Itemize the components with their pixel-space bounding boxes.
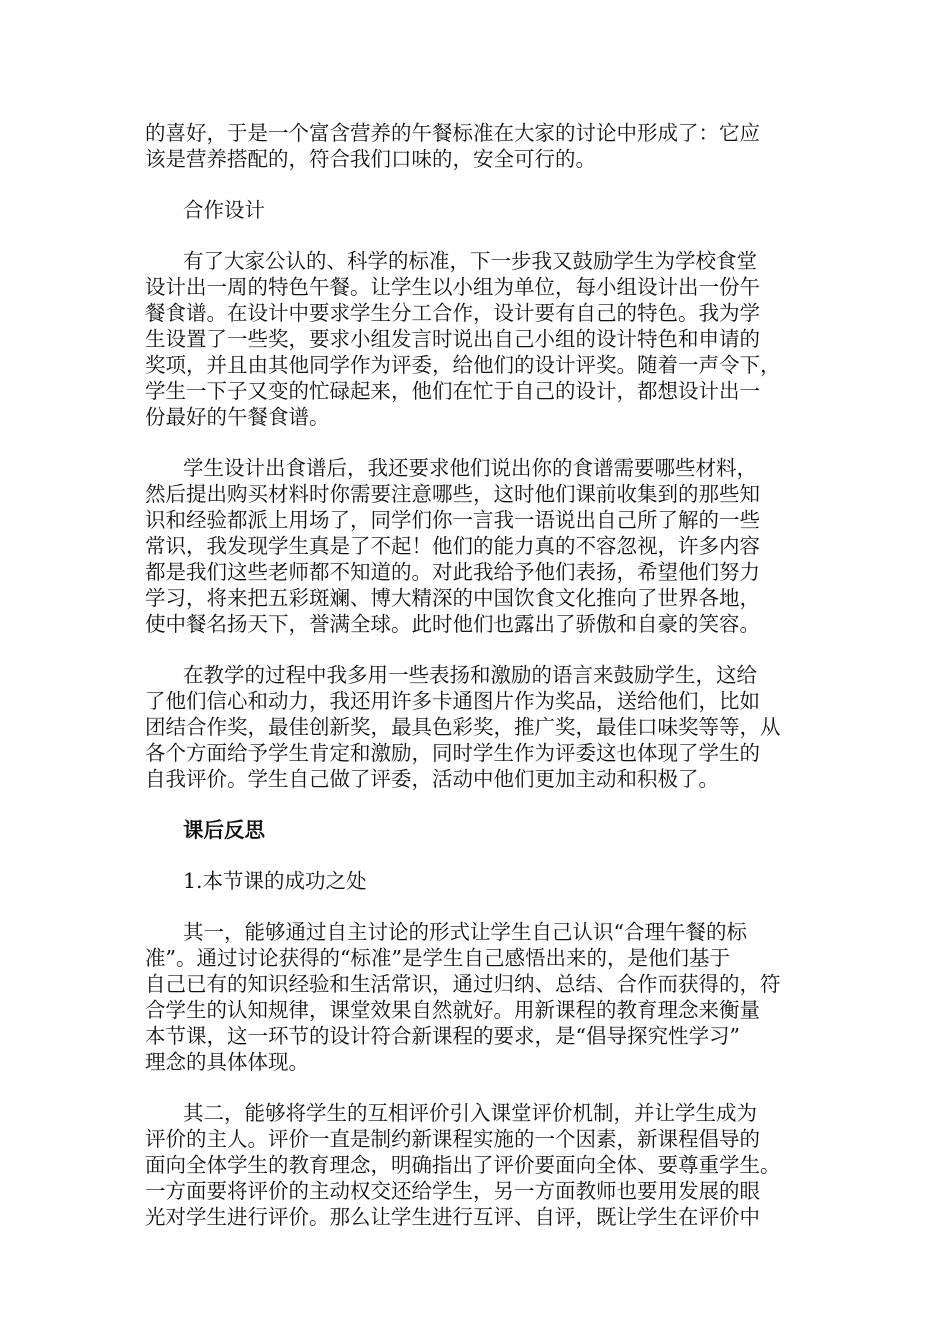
heading-text: 合作设计: [183, 198, 265, 222]
text-line: 其一，能够通过自主讨论的形式让学生自己认识“合理午餐的标: [183, 920, 747, 944]
text-line: 自己已有的知识经验和生活常识，通过归纳、总结、合作而获得的，符: [145, 972, 781, 996]
text-line: 了他们信心和动力，我还用许多卡通图片作为奖品，送给他们，比如: [145, 689, 760, 713]
text-line: 都是我们这些老师都不知道的。对此我给予他们表扬，希望他们努力: [145, 560, 760, 584]
text-line: 在教学的过程中我多用一些表扬和激励的语言来鼓励学生，这给: [183, 663, 757, 687]
paragraph-intro: [145, 120, 810, 172]
text-line: 光对学生进行评价。那么让学生进行互评、自评，既让学生在评价中: [145, 1205, 760, 1229]
text-line: 份最好的午餐食谱。: [145, 405, 330, 429]
text-line: 常识，我发现学生真是了不起！他们的能力真的不容忽视，许多内容: [145, 534, 760, 558]
text-line: 设计出一周的特色午餐。让学生以小组为单位，每小组设计出一份午: [145, 275, 760, 299]
heading-text: 课后反思: [183, 818, 265, 842]
section-heading-reflection: [145, 817, 810, 843]
text-line: 团结合作奖，最佳创新奖，最具色彩奖，推广奖，最佳口味奖等等，从: [145, 715, 781, 739]
text-line: 生设置了一些奖，要求小组发言时说出自己小组的设计特色和申请的: [145, 327, 760, 351]
paragraph-first: [145, 919, 810, 1075]
text-line: 评价的主人。评价一直是制约新课程实施的一个因素，新课程倡导的: [145, 1127, 760, 1151]
text-line: 然后提出购买材料时你需要注意哪些，这时他们课前收集到的那些知: [145, 482, 760, 506]
subheading-success: [145, 868, 810, 894]
subheading-text: 1.本节课的成功之处: [183, 869, 367, 893]
section-heading-cooperation: [145, 197, 810, 223]
text-line: 面向全体学生的教育理念，明确指出了评价要面向全体、要尊重学生。: [145, 1153, 781, 1177]
text-line: 餐食谱。在设计中要求学生分工合作，设计要有自己的特色。我为学: [145, 301, 760, 325]
text-line: 学生一下子又变的忙碌起来，他们在忙于自己的设计，都想设计出一: [145, 379, 760, 403]
text-line: 有了大家公认的、科学的标准，下一步我又鼓励学生为学校食堂: [183, 249, 757, 273]
text-line: 学生设计出食谱后，我还要求他们说出你的食谱需要哪些材料，: [183, 456, 757, 480]
text-line: 奖项，并且由其他同学作为评委，给他们的设计评奖。随着一声令下，: [145, 353, 781, 377]
text-line: 理念的具体体现。: [145, 1050, 309, 1074]
text-line: 自我评价。学生自己做了评委，活动中他们更加主动和积极了。: [145, 767, 719, 791]
text-line: 合学生的认知规律，课堂效果自然就好。用新课程的教育理念来衡量: [145, 998, 760, 1022]
text-line: 各个方面给予学生肯定和激励，同时学生作为评委这也体现了学生的: [145, 741, 760, 765]
document-page: [145, 120, 810, 1255]
text-line: 准”。通过讨论获得的“标准”是学生自己感悟出来的，是他们基于: [145, 946, 730, 970]
text-line: 本节课，这一环节的设计符合新课程的要求，是“倡导探究性学习”: [145, 1024, 740, 1048]
paragraph-praise: [145, 662, 810, 792]
text-line: 的喜好，于是一个富含营养的午餐标准在大家的讨论中形成了：它应: [145, 121, 760, 145]
text-line: 其二，能够将学生的互相评价引入课堂评价机制，并让学生成为: [183, 1101, 757, 1125]
paragraph-materials: [145, 455, 810, 637]
text-line: 学习，将来把五彩斑斓、博大精深的中国饮食文化推向了世界各地，: [145, 586, 760, 610]
paragraph-design: [145, 248, 810, 430]
paragraph-second: [145, 1100, 810, 1230]
text-line: 使中餐名扬天下，誉满全球。此时他们也露出了骄傲和自豪的笑容。: [145, 612, 760, 636]
text-line: 识和经验都派上用场了，同学们你一言我一语说出自己所了解的一些: [145, 508, 760, 532]
text-line: 该是营养搭配的，符合我们口味的，安全可行的。: [145, 147, 596, 171]
text-line: 一方面要将评价的主动权交还给学生，另一方面教师也要用发展的眼: [145, 1179, 760, 1203]
